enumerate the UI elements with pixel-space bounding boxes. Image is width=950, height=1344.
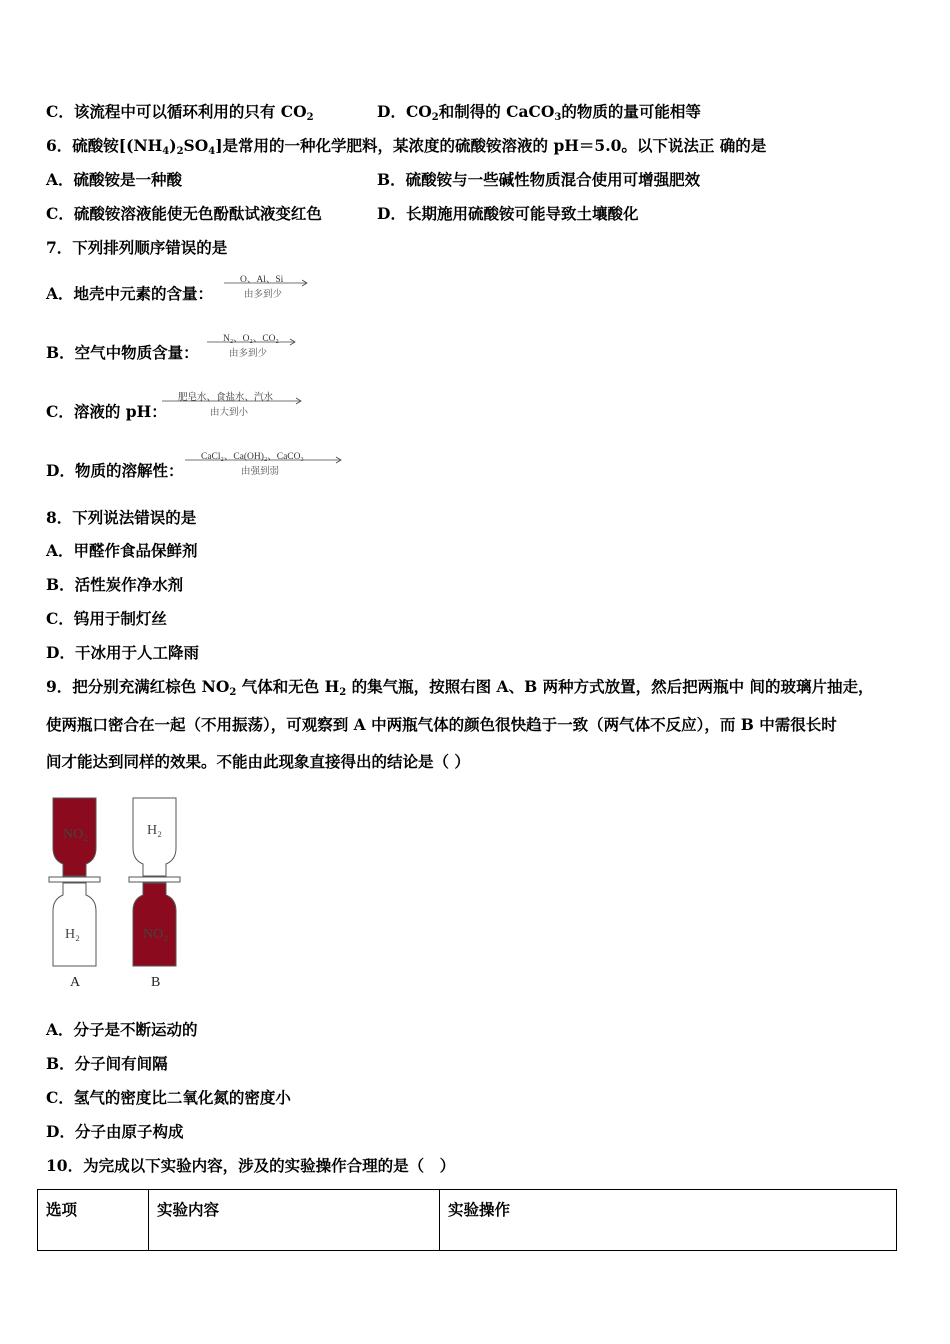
q6-option-d: D．长期施用硫酸铵可能导致土壤酸化: [377, 204, 639, 223]
q6-option-c: C．硫酸铵溶液能使无色酚酞试液变红色: [46, 204, 322, 223]
figure-a-bottom-bottle: [53, 883, 96, 966]
q7-d-arrow-bottom: 由强到弱: [241, 467, 280, 477]
table-header-option: 选项: [38, 1190, 149, 1251]
q9-option-b: B．分子间有间隔: [46, 1054, 168, 1073]
q7-c-arrow-bottom: 由大到小: [210, 408, 249, 418]
figure-b-bottom-label: NO₂: [143, 927, 169, 942]
q9-gas-bottles-figure: [40, 790, 200, 995]
q7-a-arrow-top: O、Al、Si: [240, 275, 284, 285]
figure-a-glass-plate: [49, 877, 100, 882]
q7-b-arrow: [205, 329, 300, 363]
q7-option-b: B．空气中物质含量：: [46, 343, 199, 362]
table-header-operation: 实验操作: [440, 1190, 897, 1251]
q8-option-d: D．干冰用于人工降雨: [46, 643, 199, 662]
q7-c-arrow-top: 肥皂水、食盐水、汽水: [178, 393, 274, 403]
figure-b-bottom-bottle: [133, 883, 176, 966]
q7-stem: 7．下列排列顺序错误的是: [46, 238, 228, 257]
q10-stem: 10．为完成以下实验内容，涉及的实验操作合理的是（ ）: [46, 1156, 456, 1175]
q5-option-c: C．该流程中可以循环利用的只有 $CO_2$: [46, 102, 314, 123]
q7-option-c: C．溶液的 pH：: [46, 402, 167, 421]
q7-option-d: D．物质的溶解性：: [46, 461, 184, 480]
q9-stem-line2: 使两瓶口密合在一起（不用振荡），可观察到 A 中两瓶气体的颜色很快趋于一致（两气体不反应），而 B 中需很长时: [46, 715, 837, 734]
table-header-content: 实验内容: [149, 1190, 440, 1251]
q7-a-arrow: [222, 270, 312, 304]
q8-option-c: C．钨用于制灯丝: [46, 609, 167, 628]
q7-d-arrow: [183, 447, 345, 481]
q8-stem: 8．下列说法错误的是: [46, 508, 197, 527]
q7-a-arrow-bottom: 由多到少: [244, 290, 283, 300]
q9-option-d: D．分子由原子构成: [46, 1122, 184, 1141]
q9-option-a: A．分子是不断运动的: [46, 1020, 198, 1039]
q6-option-a: A．硫酸铵是一种酸: [46, 170, 183, 189]
figure-a-bottom-label: H₂: [65, 927, 80, 942]
q10-table: [37, 1189, 897, 1251]
q8-option-b: B．活性炭作净水剂: [46, 575, 184, 594]
q5-option-d: D．$CO_2$和制得的 CaCO$_3$的物质的量可能相等: [377, 102, 701, 123]
figure-a-caption: A: [70, 975, 81, 990]
q7-d-arrow-top: CaCl₂、Ca(OH)₂、CaCO₃: [201, 452, 304, 462]
q7-b-arrow-top: N₂、O₂、CO₂: [223, 334, 279, 344]
figure-b-glass-plate: [129, 877, 180, 882]
q6-option-b: B．硫酸铵与一些碱性物质混合使用可增强肥效: [377, 170, 701, 189]
figure-b-top-label: H₂: [147, 823, 162, 838]
q9-stem-line3: 间才能达到同样的效果。不能由此现象直接得出的结论是（ ）: [46, 752, 470, 771]
q7-b-arrow-bottom: 由多到少: [229, 349, 268, 359]
figure-a-top-label: NO₂: [63, 827, 89, 842]
q6-stem: 6．硫酸铵$[(NH_4)_2SO_4]$是常用的一种化学肥料，某浓度的硫酸铵溶液的 pH＝5.0。以下说法正 确的是: [46, 136, 767, 157]
figure-b-caption: B: [151, 975, 161, 990]
q8-option-a: A．甲醛作食品保鲜剂: [46, 541, 198, 560]
q9-option-c: C．氢气的密度比二氧化氮的密度小: [46, 1088, 291, 1107]
q9-stem-line1: 9．把分别充满红棕色 $NO_2$ 气体和无色 $H_2$ 的集气瓶，按照右图 A、B 两种方式放置，然后把两瓶中 间的玻璃片抽走，: [46, 677, 874, 698]
q7-c-arrow: [160, 388, 305, 422]
q7-option-a: A．地壳中元素的含量：: [46, 284, 214, 303]
table-header-row: [38, 1190, 897, 1251]
